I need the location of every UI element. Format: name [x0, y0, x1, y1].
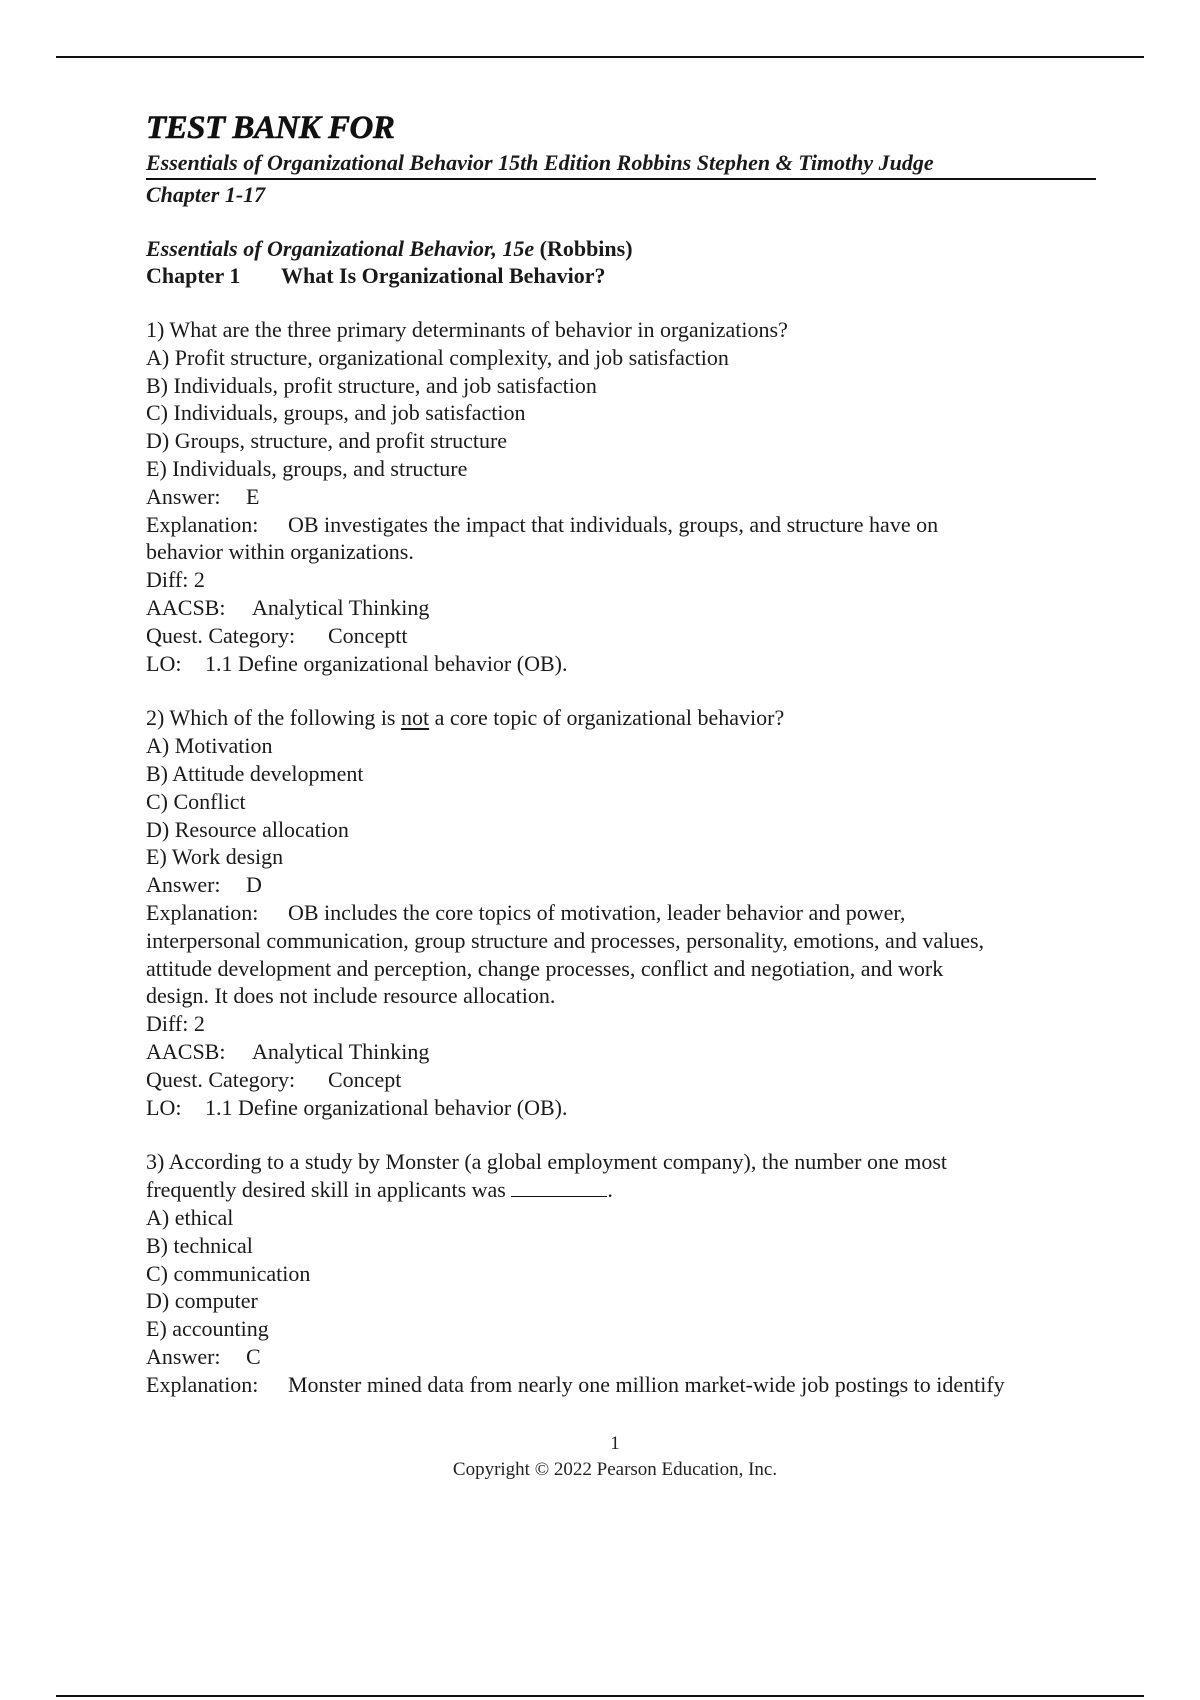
explanation-continued: attitude development and perception, change processes, conflict and negotiation, and work [146, 955, 944, 981]
option-d: D) Groups, structure, and profit structure [146, 428, 508, 454]
option-d: D) computer [146, 1288, 258, 1314]
explanation-label: Explanation: [146, 511, 259, 537]
option-e: E) accounting [146, 1316, 269, 1342]
aacsb-value: Analytical Thinking [252, 594, 430, 620]
answer-value: C [246, 1343, 261, 1369]
explanation-text: OB includes the core topics of motivation, leader behavior and power, [288, 899, 906, 925]
aacsb-label: AACSB: [146, 1038, 226, 1064]
answer-value: D [246, 872, 262, 898]
bottom-rule [56, 1695, 1144, 1697]
stem-underlined: not [401, 705, 430, 731]
explanation-text: OB investigates the impact that individuals, groups, and structure have on [288, 511, 939, 537]
chapter-title: What Is Organizational Behavior? [281, 263, 606, 288]
answer-line [146, 483, 1096, 511]
stem-post: a core topic of organizational behavior? [429, 705, 785, 731]
difficulty: Diff: 2 [146, 567, 205, 593]
lo-label: LO: [146, 650, 182, 676]
question-3 [146, 1148, 1096, 1398]
answer-label: Answer: [146, 1343, 221, 1369]
chapter-range: Chapter 1-17 [146, 182, 266, 207]
option-e: E) Individuals, groups, and structure [146, 455, 468, 481]
answer-blank [511, 1178, 607, 1197]
option-e: E) Work design [146, 844, 284, 870]
option-a: A) Profit structure, organizational complexity, and job satisfaction [146, 344, 729, 370]
option-b: B) technical [146, 1232, 253, 1258]
option-c: C) communication [146, 1260, 311, 1286]
page-footer [0, 1431, 1200, 1483]
explanation-text: Monster mined data from nearly one million market-wide job postings to identify [288, 1371, 1005, 1397]
question-stem: 1) What are the three primary determinants of behavior in organizations? [146, 317, 788, 342]
question-stem-continued [146, 1176, 1096, 1204]
stem-pre: frequently desired skill in applicants was [146, 1177, 512, 1203]
category-line [146, 622, 1096, 650]
option-c: C) Individuals, groups, and job satisfaction [146, 400, 526, 426]
chapter-heading [146, 262, 1096, 289]
test-bank-title: TEST BANK FOR [146, 110, 395, 146]
copyright-notice: Copyright © 2022 Pearson Education, Inc. [452, 1459, 778, 1480]
explanation-line [146, 899, 1096, 927]
lo-label: LO: [146, 1094, 182, 1120]
category-line [146, 1066, 1096, 1094]
category-label: Quest. Category: [146, 1066, 296, 1092]
aacsb-value: Analytical Thinking [252, 1038, 430, 1064]
aacsb-line [146, 594, 1096, 622]
book-title-line: Essentials of Organizational Behavior 15th Edition Robbins Stephen & Timothy Judge [146, 148, 1096, 180]
book-title-italic: Essentials of Organizational Behavior, 15e [146, 236, 535, 261]
category-label: Quest. Category: [146, 622, 296, 648]
lo-line [146, 1094, 1096, 1122]
question-1 [146, 316, 1096, 677]
option-c: C) Conflict [146, 788, 246, 814]
option-b: B) Attitude development [146, 760, 364, 786]
lo-value: 1.1 Define organizational behavior (OB). [205, 1094, 568, 1120]
explanation-label: Explanation: [146, 1371, 259, 1397]
stem-pre: 2) Which of the following is [146, 705, 401, 731]
category-value: Conceptt [328, 622, 408, 648]
explanation-continued: design. It does not include resource allocation. [146, 983, 556, 1009]
question-2 [146, 704, 1096, 1121]
book-author: (Robbins) [539, 236, 633, 261]
question-stem: 3) According to a study by Monster (a global employment company), the number one most [146, 1149, 948, 1175]
top-rule [56, 56, 1144, 58]
explanation-continued: behavior within organizations. [146, 539, 414, 565]
question-stem [146, 704, 1096, 732]
lo-value: 1.1 Define organizational behavior (OB). [205, 650, 568, 676]
answer-line [146, 1343, 1096, 1371]
answer-line [146, 871, 1096, 899]
chapter-number: Chapter 1 [146, 263, 241, 288]
option-b: B) Individuals, profit structure, and job satisfaction [146, 372, 597, 398]
explanation-continued: interpersonal communication, group structure and processes, personality, emotions, and values, [146, 927, 985, 953]
book-heading [146, 235, 1096, 262]
answer-value: E [246, 483, 260, 509]
explanation-label: Explanation: [146, 899, 259, 925]
option-a: A) Motivation [146, 733, 273, 759]
option-a: A) ethical [146, 1204, 234, 1230]
answer-label: Answer: [146, 483, 221, 509]
explanation-line [146, 1371, 1096, 1399]
difficulty: Diff: 2 [146, 1011, 205, 1037]
option-d: D) Resource allocation [146, 816, 349, 842]
page-number: 1 [610, 1433, 620, 1454]
category-value: Concept [328, 1066, 402, 1092]
stem-post: . [607, 1177, 613, 1203]
answer-label: Answer: [146, 872, 221, 898]
aacsb-line [146, 1038, 1096, 1066]
aacsb-label: AACSB: [146, 594, 226, 620]
document-page [146, 108, 1096, 1398]
lo-line [146, 650, 1096, 678]
explanation-line [146, 511, 1096, 539]
